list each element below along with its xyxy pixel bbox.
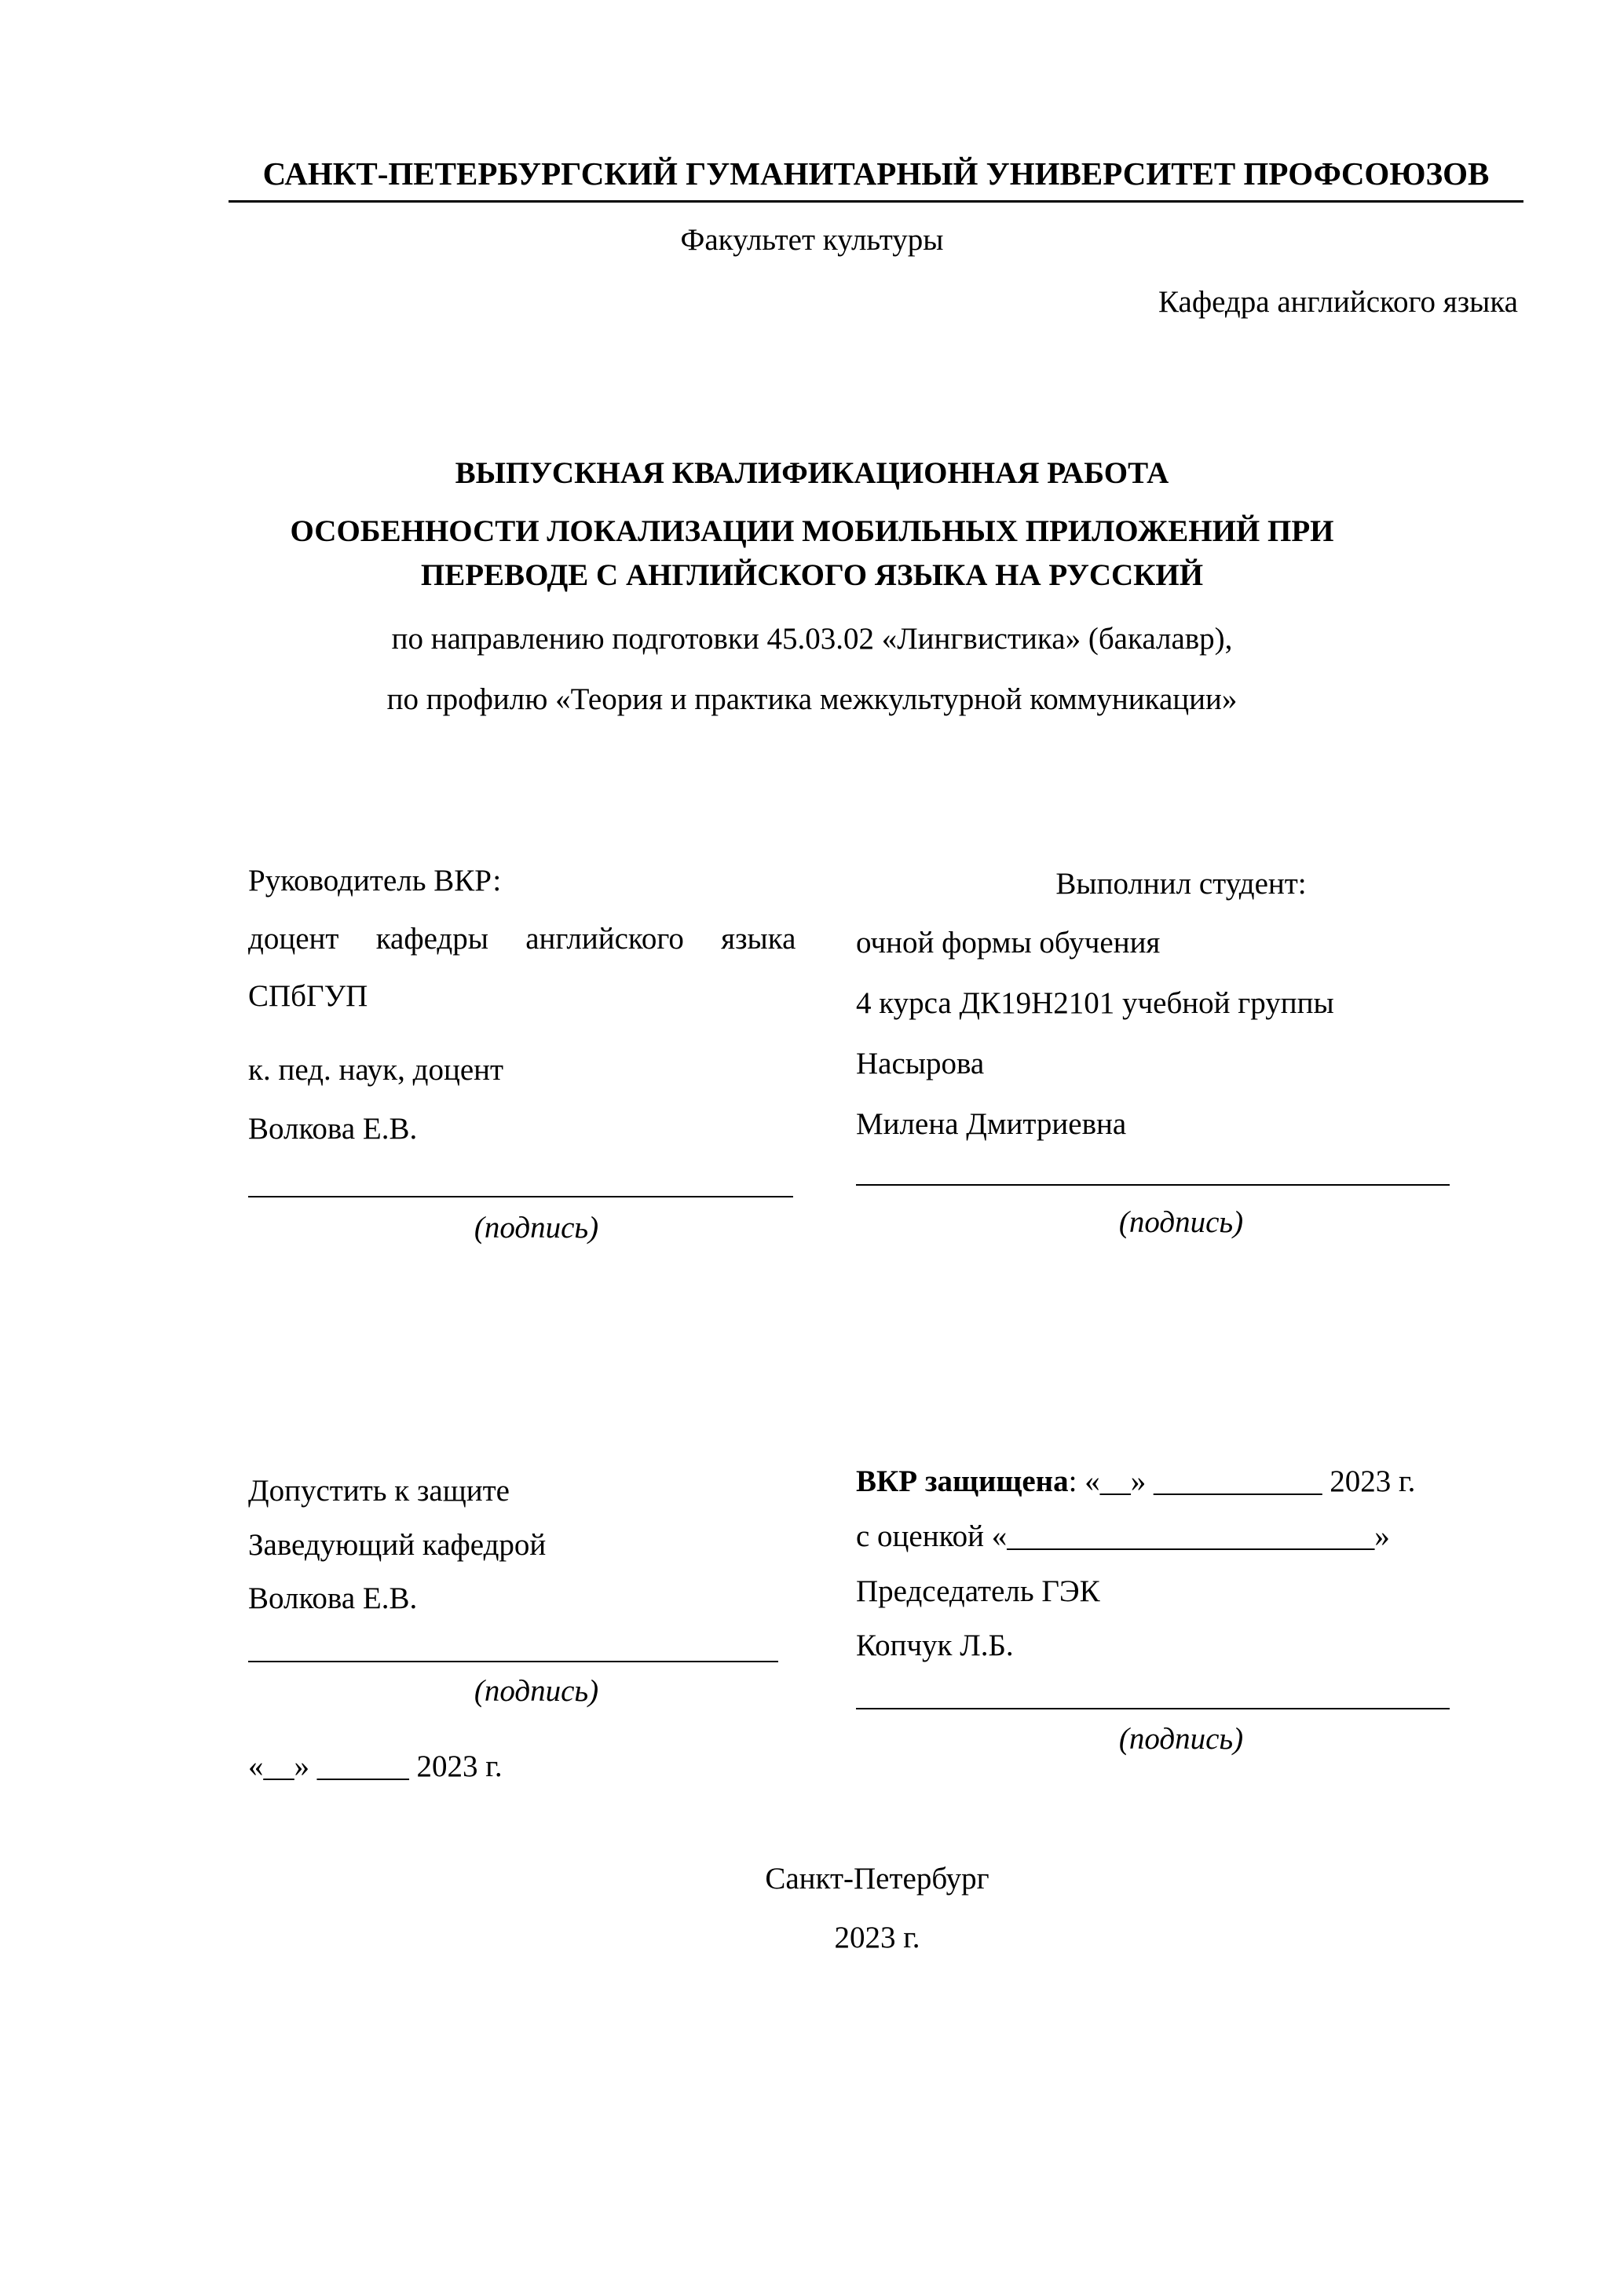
- defense-grade: с оценкой «________________________»: [856, 1519, 1390, 1553]
- supervisor-position: доцент кафедры английского языка: [248, 922, 796, 956]
- defense-signature-line: [856, 1708, 1450, 1709]
- student-signature-caption: (подпись): [1118, 1205, 1244, 1239]
- supervisor-signature-line: [248, 1196, 793, 1197]
- student-label: Выполнил студент:: [1055, 867, 1307, 901]
- topic-line-1: ОСОБЕННОСТИ ЛОКАЛИЗАЦИИ МОБИЛЬНЫХ ПРИЛОЖЕНИЙ ПРИ: [290, 514, 1334, 548]
- supervisor-name: Волкова Е.В.: [248, 1112, 418, 1146]
- supervisor-degree: к. пед. наук, доцент: [248, 1053, 504, 1087]
- defense-date: : «__» ___________ 2023 г.: [1068, 1464, 1416, 1498]
- supervisor-position-2: СПбГУП: [248, 979, 368, 1013]
- student-surname: Насырова: [856, 1047, 985, 1080]
- defense-status: [856, 1464, 1415, 1500]
- student-form: очной формы обучения: [856, 926, 1161, 960]
- city: Санкт-Петербург: [765, 1862, 989, 1896]
- university-name: САНКТ-ПЕТЕРБУРГСКИЙ ГУМАНИТАРНЫЙ УНИВЕРСИТЕТ ПРОФСОЮЗОВ: [262, 155, 1490, 192]
- admission-signature-caption: (подпись): [474, 1674, 599, 1708]
- admission-role: Заведующий кафедрой: [248, 1528, 547, 1562]
- student-group: 4 курса ДК19Н2101 учебной группы: [856, 986, 1334, 1020]
- year: 2023 г.: [834, 1921, 920, 1954]
- work-type: ВЫПУСКНАЯ КВАЛИФИКАЦИОННАЯ РАБОТА: [455, 456, 1169, 490]
- topic-line-2: ПЕРЕВОДЕ С АНГЛИЙСКОГО ЯЗЫКА НА РУССКИЙ: [420, 558, 1204, 592]
- student-name: Милена Дмитриевна: [856, 1107, 1127, 1141]
- direction: по направлению подготовки 45.03.02 «Лингвистика» (бакалавр),: [391, 622, 1233, 656]
- defense-chair-name: Копчук Л.Б.: [856, 1629, 1014, 1662]
- defense-label: ВКР защищена: [856, 1464, 1069, 1498]
- header-rule: [229, 200, 1523, 203]
- admission-date: «__» ______ 2023 г.: [248, 1749, 503, 1783]
- admission-label: Допустить к защите: [248, 1474, 510, 1508]
- profile: по профилю «Теория и практика межкультурной коммуникации»: [386, 682, 1238, 716]
- defense-signature-caption: (подпись): [1118, 1722, 1244, 1756]
- faculty: Факультет культуры: [680, 223, 944, 257]
- supervisor-label: Руководитель ВКР:: [248, 864, 502, 898]
- student-signature-line: [856, 1184, 1450, 1186]
- department: Кафедра английского языка: [1158, 285, 1518, 319]
- defense-chair-role: Председатель ГЭК: [856, 1574, 1100, 1608]
- admission-name: Волкова Е.В.: [248, 1581, 418, 1615]
- supervisor-signature-caption: (подпись): [474, 1211, 599, 1245]
- admission-signature-line: [248, 1661, 778, 1662]
